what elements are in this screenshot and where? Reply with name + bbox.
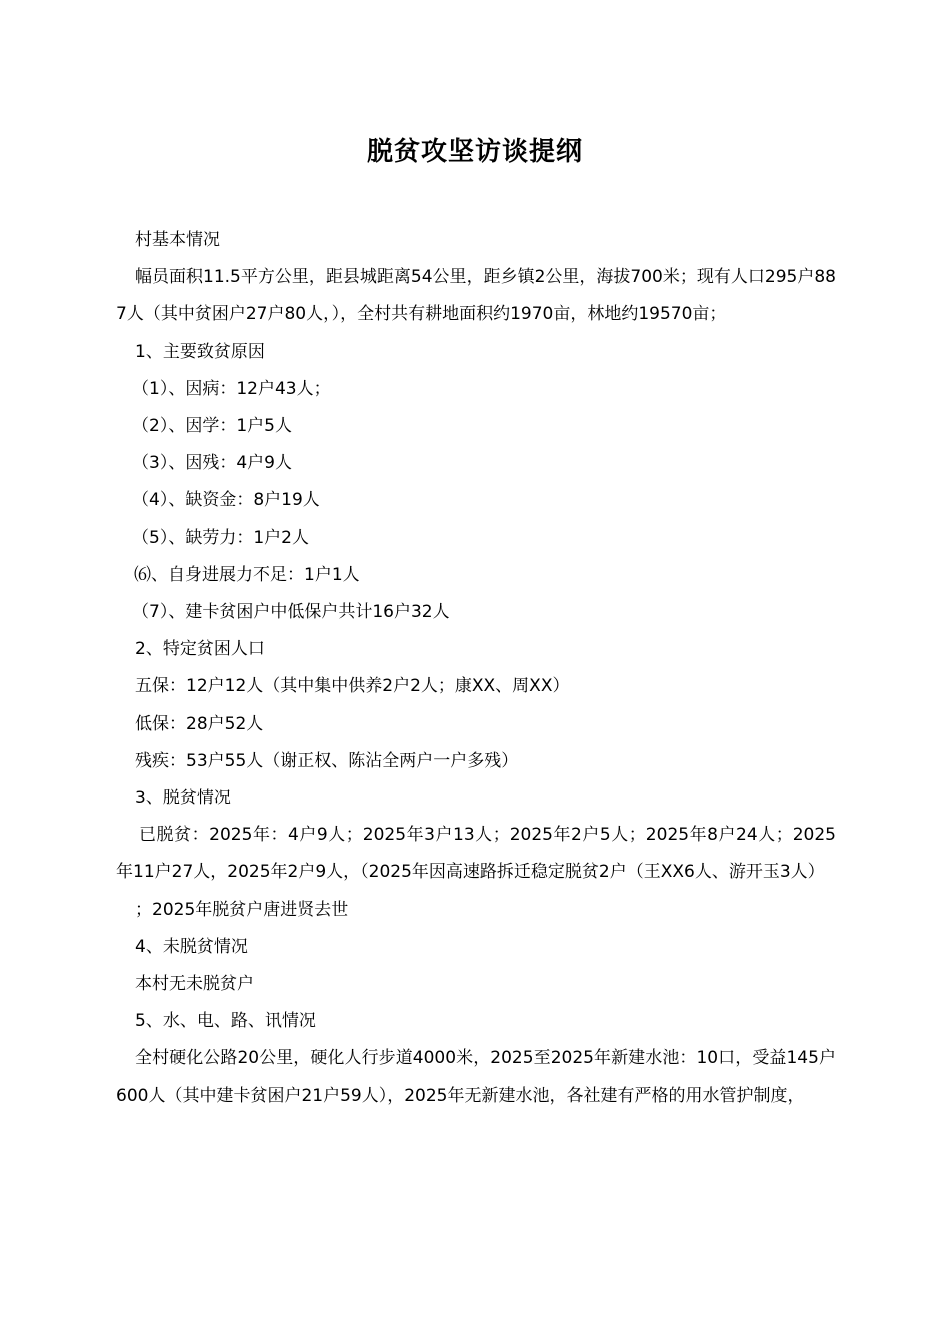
paragraph-village-area: 幅员面积11.5平方公里，距县城距离54公里，距乡镇2公里，海拔700米；现有人口295户887人（其中贫困户27户80人，），全村共有耕地面积约1970亩，林地约19570亩；	[116, 267, 836, 325]
paragraph-dibao: 低保：28户52人	[135, 713, 264, 734]
list-item-lack-labor: （5）、缺劳力：1户2人	[132, 527, 309, 548]
paragraph-wubao: 五保：12户12人（其中集中供养2户2人；康XX、周XX）	[135, 676, 570, 697]
paragraph-infrastructure: 全村硬化公路20公里，硬化人行步道4000米，2025至2025年新建水池：10口，受益145户600人（其中建卡贫困户21户59人），2025年无新建水池，各社建有严格的用水管护制度，	[116, 1048, 836, 1106]
list-item-study: （2）、因学：1户5人	[132, 416, 292, 437]
paragraph-disabled: 残疾：53户55人（谢正权、陈沾全两户一户多残）	[135, 750, 519, 771]
list-item-disability: （3）、因残：4户9人	[132, 453, 292, 474]
paragraph-exited-note: ；2025年脱贫户唐进贤去世	[135, 899, 349, 920]
document-title: 脱贫攻坚访谈提纲	[366, 137, 583, 167]
paragraph-exited: 已脱贫：2025年：4户9人；2025年3户13人；2025年2户5人；2025年8户24人；2025年11户27人，2025年2户9人，（2025年因高速路拆迁稳定脱贫2户（王XX6人、游开玉3人）	[116, 825, 836, 883]
heading-infrastructure: 5、水、电、路、讯情况	[135, 1011, 316, 1032]
heading-not-exited: 4、未脱贫情况	[135, 936, 248, 957]
paragraph-not-exited: 本村无未脱贫户	[135, 974, 254, 995]
heading-poverty-exit: 3、脱贫情况	[135, 788, 231, 809]
list-item-low-income: （7）、建卡贫困户中低保户共计16户32人	[132, 602, 450, 623]
heading-poverty-causes: 1、主要致贫原因	[135, 341, 265, 362]
list-item-lack-funds: （4）、缺资金：8户19人	[132, 490, 320, 511]
list-item-self-development: ⑹、自身进展力不足：1户1人	[134, 564, 360, 585]
list-item-illness: （1）、因病：12户43人；	[132, 378, 331, 399]
heading-special-population: 2、特定贫困人口	[135, 639, 265, 660]
paragraph-village-basic: 村基本情况	[135, 230, 220, 250]
document-body	[116, 222, 836, 1115]
